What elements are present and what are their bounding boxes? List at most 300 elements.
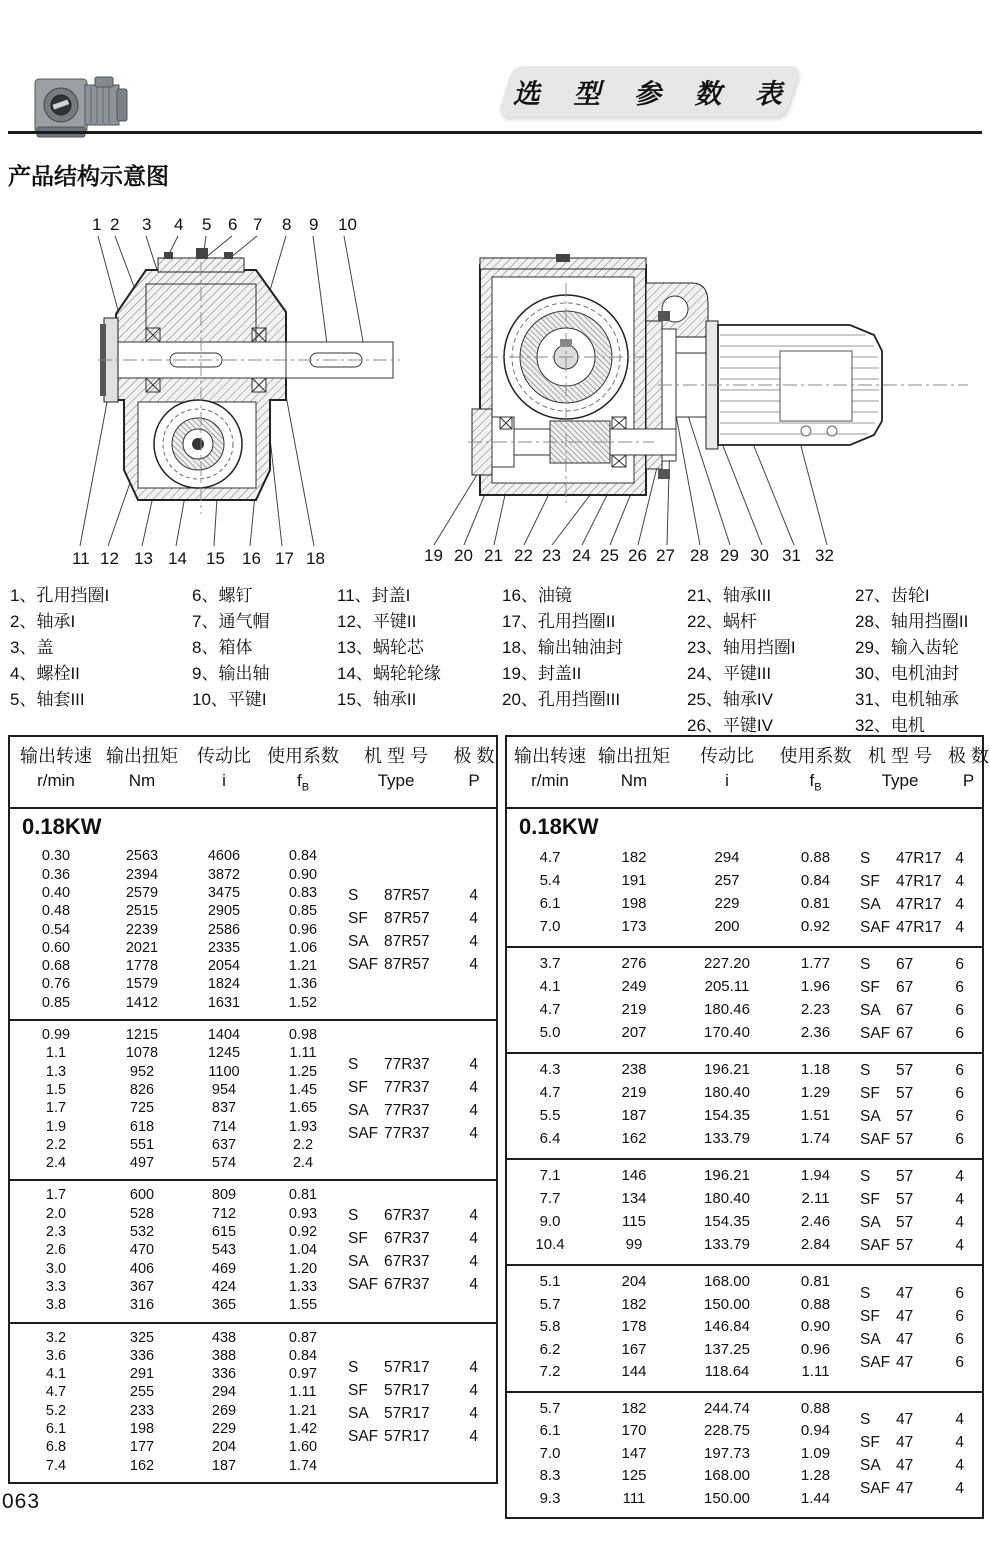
type-code: 57: [896, 1131, 914, 1149]
value-cell: 954: [211, 1081, 237, 1098]
value-cell: 1.60: [288, 1439, 318, 1456]
front-section-diagram: [58, 212, 403, 570]
value-cell: 1778: [125, 958, 159, 975]
col-type-unit: Type: [881, 771, 919, 790]
value-cell: 187: [621, 1107, 647, 1125]
pole-count: 6: [955, 956, 964, 974]
value-cell: 0.85: [41, 994, 71, 1011]
value-cell: 1579: [125, 976, 159, 993]
type-row: [860, 1022, 982, 1045]
type-code: 57: [896, 1214, 914, 1232]
value-cell: 4.1: [45, 1366, 67, 1383]
type-row: [860, 1234, 982, 1257]
callout-number: 2: [110, 215, 120, 234]
value-cell: 406: [129, 1260, 155, 1277]
type-prefix: SA: [860, 896, 881, 914]
type-prefix: SAF: [348, 1125, 379, 1143]
value-cell: 198: [621, 895, 647, 913]
value-cell: 191: [621, 872, 647, 890]
value-cell: 1.11: [289, 1045, 317, 1062]
value-cell: 0.84: [800, 872, 831, 890]
type-prefix: SAF: [860, 1025, 891, 1043]
col-type-label: 机 型 号: [867, 746, 932, 766]
type-row: [860, 916, 982, 939]
value-cell: 154.35: [704, 1107, 750, 1125]
value-cell: 1.28: [800, 1467, 831, 1485]
col-speed-label: 输出转速: [20, 746, 92, 766]
value-cell: 0.85: [288, 903, 318, 920]
type-code: 47R17: [896, 850, 942, 868]
value-cell: 2.4: [292, 1155, 314, 1172]
value-cell: 1631: [207, 994, 241, 1011]
callout-number: 17: [275, 549, 294, 568]
value-cell: 2054: [207, 958, 241, 975]
pole-count: 4: [955, 1411, 964, 1429]
value-cell: 637: [211, 1136, 237, 1153]
value-cell: 0.88: [800, 1399, 831, 1417]
col-factor-unit: $f_B$: [296, 771, 310, 794]
pole-count: 6: [955, 1085, 964, 1103]
legend-item: 9、输出轴: [192, 664, 270, 683]
type-row: [860, 1128, 982, 1151]
value-cell: 187: [211, 1457, 237, 1474]
value-cell: 146: [621, 1167, 647, 1185]
type-prefix: SF: [348, 909, 368, 927]
legend-item: 13、蜗轮芯: [337, 638, 424, 657]
value-cell: 7.0: [539, 1444, 561, 1462]
legend-item: 29、输入齿轮: [855, 638, 959, 657]
legend-item: 31、电机轴承: [855, 690, 959, 709]
ratio-block: [10, 842, 496, 1019]
type-prefix: S: [860, 1168, 871, 1186]
callout-number: 25: [600, 546, 619, 565]
value-cell: 725: [129, 1100, 155, 1117]
value-cell: 137.25: [704, 1340, 750, 1358]
table-header: [10, 737, 496, 809]
value-cell: 3.0: [45, 1260, 67, 1277]
legend-item: 19、封盖II: [502, 664, 582, 683]
value-cell: 952: [129, 1063, 155, 1080]
col-type-unit: Type: [377, 771, 415, 790]
value-cell: 4.3: [539, 1061, 561, 1079]
ratio-block: [507, 946, 982, 1052]
type-prefix: SA: [348, 932, 369, 950]
type-code: 47: [896, 1284, 914, 1302]
col-poles-unit: P: [962, 771, 975, 790]
value-cell: 2563: [125, 848, 159, 865]
value-cell: 180.40: [704, 1190, 750, 1208]
value-cell: 118.64: [704, 1363, 750, 1381]
type-row: [860, 1059, 982, 1082]
value-cell: 276: [621, 955, 647, 973]
value-cell: 0.84: [288, 1347, 318, 1364]
value-cell: 6.2: [539, 1340, 561, 1358]
value-cell: 0.40: [41, 884, 71, 901]
value-cell: 0.68: [41, 958, 71, 975]
value-cell: 2.23: [800, 1001, 831, 1019]
type-prefix: S: [348, 1358, 359, 1376]
value-cell: 528: [129, 1205, 155, 1222]
type-row: [348, 1425, 496, 1448]
pole-count: 4: [469, 1230, 478, 1248]
parts-legend: [10, 583, 985, 739]
pole-count: 6: [955, 1353, 964, 1371]
value-cell: 0.92: [800, 918, 831, 936]
value-cell: 204: [211, 1439, 237, 1456]
type-code: 57R17: [384, 1427, 430, 1445]
pole-count: 4: [469, 1253, 478, 1271]
value-cell: 574: [211, 1155, 237, 1172]
value-cell: 168.00: [704, 1467, 750, 1485]
pole-count: 4: [469, 1404, 478, 1422]
value-cell: 3.2: [45, 1329, 67, 1346]
side-section-diagram: [408, 225, 983, 570]
type-code: 47R17: [896, 919, 942, 937]
col-ratio-unit: i: [222, 771, 226, 790]
callout-number: 1: [92, 215, 102, 234]
value-cell: 0.88: [800, 849, 831, 867]
type-code: 47: [896, 1330, 914, 1348]
value-cell: 5.0: [539, 1024, 561, 1042]
value-cell: 1.29: [800, 1084, 831, 1102]
type-code: 47: [896, 1434, 914, 1452]
legend-column: [10, 583, 192, 739]
value-cell: 3.8: [45, 1297, 67, 1314]
type-code: 57: [896, 1191, 914, 1209]
type-prefix: S: [348, 1207, 359, 1225]
parameter-table-right: [505, 735, 990, 1519]
page-number: 063: [2, 1490, 41, 1513]
value-cell: 837: [211, 1100, 237, 1117]
value-cell: 365: [211, 1297, 237, 1314]
value-cell: 424: [211, 1278, 237, 1295]
value-cell: 325: [129, 1329, 155, 1346]
value-cell: 146.84: [704, 1318, 750, 1336]
value-cell: 9.3: [539, 1489, 561, 1507]
type-row: [348, 1204, 496, 1227]
value-cell: 162: [129, 1457, 155, 1474]
type-row: [348, 907, 496, 930]
value-cell: 115: [622, 1213, 646, 1231]
value-cell: 0.30: [41, 848, 71, 865]
value-rows: [10, 1026, 340, 1172]
value-cell: 1.33: [288, 1278, 318, 1295]
pole-count: 4: [955, 1237, 964, 1255]
value-cell: 125: [621, 1467, 647, 1485]
callout-number: 5: [202, 215, 212, 234]
type-prefix: SAF: [348, 1276, 379, 1294]
col-torque-unit: Nm: [128, 771, 156, 790]
type-prefix: SAF: [860, 1131, 891, 1149]
legend-item: 15、轴承II: [337, 690, 417, 709]
pole-count: 4: [955, 850, 964, 868]
type-prefix: SF: [860, 1191, 880, 1209]
type-row: [860, 976, 982, 999]
value-rows: [507, 1165, 852, 1257]
legend-item: 27、齿轮I: [855, 586, 930, 605]
value-cell: 233: [129, 1402, 155, 1419]
value-rows: [507, 953, 852, 1045]
callout-number: 8: [282, 215, 292, 234]
pole-count: 4: [469, 1381, 478, 1399]
callout-number: 14: [168, 549, 187, 568]
type-row: [860, 1105, 982, 1128]
pole-count: 4: [469, 955, 478, 973]
value-cell: 0.96: [288, 921, 318, 938]
value-rows: [507, 847, 852, 939]
value-cell: 1.74: [288, 1457, 318, 1474]
value-cell: 0.54: [41, 921, 71, 938]
legend-item: 5、轴套III: [10, 690, 85, 709]
value-cell: 5.5: [539, 1107, 561, 1125]
table-body: [507, 842, 982, 1517]
legend-column: [337, 583, 502, 739]
value-cell: 1.11: [801, 1363, 830, 1381]
type-prefix: SF: [860, 1434, 880, 1452]
value-cell: 3.7: [539, 955, 561, 973]
motor-nameplate: [780, 351, 852, 421]
pole-count: 4: [955, 1457, 964, 1475]
value-cell: 1.06: [288, 939, 318, 956]
legend-item: 30、电机油封: [855, 664, 959, 683]
callout-number: 32: [815, 546, 834, 565]
type-code: 47R17: [896, 896, 942, 914]
value-cell: 5.1: [539, 1273, 561, 1291]
header-rule: [8, 131, 982, 134]
value-cell: 182: [621, 1295, 647, 1313]
value-cell: 7.7: [539, 1190, 561, 1208]
pole-count: 4: [469, 1125, 478, 1143]
type-code: 87R57: [384, 932, 430, 950]
legend-column: [855, 583, 968, 739]
value-cell: 5.4: [539, 872, 561, 890]
type-prefix: SA: [860, 1330, 881, 1348]
type-prefix: S: [860, 1411, 871, 1429]
value-cell: 0.87: [288, 1329, 318, 1346]
col-poles-label: 极 数: [948, 746, 990, 766]
value-cell: 0.60: [41, 939, 71, 956]
callout-number: 15: [206, 549, 225, 568]
pole-count: 4: [955, 896, 964, 914]
type-code: 57R17: [384, 1404, 430, 1422]
callout-number: 9: [309, 215, 319, 234]
type-prefix: S: [860, 1284, 871, 1302]
type-row: [860, 893, 982, 916]
value-cell: 438: [211, 1329, 237, 1346]
value-cell: 1.21: [288, 958, 318, 975]
type-list: [852, 1271, 982, 1384]
type-row: [348, 953, 496, 976]
legend-item: 20、孔用挡圈III: [502, 690, 621, 709]
pole-count: 4: [469, 1276, 478, 1294]
legend-item: 26、平键IV: [687, 716, 773, 735]
col-poles-label: 极 数: [453, 746, 495, 766]
type-row: [860, 1454, 982, 1477]
value-cell: 1245: [207, 1045, 241, 1062]
value-cell: 2905: [207, 903, 241, 920]
value-cell: 0.98: [288, 1027, 318, 1044]
type-prefix: SF: [348, 1381, 368, 1399]
callout-number: 19: [424, 546, 443, 565]
value-cell: 196.21: [704, 1167, 750, 1185]
type-list: [852, 1398, 982, 1511]
value-cell: 600: [129, 1187, 155, 1204]
type-prefix: SF: [860, 1307, 880, 1325]
value-rows: [10, 847, 340, 1012]
col-speed-label: 输出转速: [514, 746, 586, 766]
callout-number: 31: [782, 546, 801, 565]
value-cell: 170.40: [704, 1024, 750, 1042]
value-cell: 0.90: [800, 1318, 831, 1336]
type-code: 77R37: [384, 1125, 430, 1143]
value-cell: 1.93: [288, 1118, 318, 1135]
type-row: [860, 1305, 982, 1328]
pole-count: 4: [469, 932, 478, 950]
type-row: [348, 1227, 496, 1250]
legend-item: 17、孔用挡圈II: [502, 612, 616, 631]
col-factor-unit: $f_B$: [809, 771, 822, 794]
pole-count: 4: [469, 909, 478, 927]
value-cell: 150.00: [704, 1295, 750, 1313]
value-cell: 0.84: [288, 848, 318, 865]
type-row: [860, 953, 982, 976]
value-cell: 4.7: [45, 1384, 67, 1401]
ratio-block: [507, 1052, 982, 1158]
legend-item: 7、通气帽: [192, 612, 270, 631]
worm-wheel: [154, 400, 242, 488]
callout-number: 11: [72, 549, 90, 568]
value-cell: 2021: [125, 939, 159, 956]
pole-count: 4: [955, 1214, 964, 1232]
type-prefix: SA: [860, 1108, 881, 1126]
type-list: [340, 1186, 496, 1314]
value-cell: 2586: [207, 921, 241, 938]
value-cell: 618: [129, 1118, 155, 1135]
value-cell: 1412: [125, 994, 159, 1011]
legend-item: 21、轴承III: [687, 586, 772, 605]
value-cell: 0.99: [41, 1027, 71, 1044]
pole-count: 4: [955, 1480, 964, 1498]
value-cell: 1.36: [288, 976, 318, 993]
value-cell: 1.3: [45, 1063, 67, 1080]
value-cell: 2.6: [45, 1242, 67, 1259]
pole-count: 6: [955, 1002, 964, 1020]
col-torque-unit: Nm: [620, 771, 648, 790]
value-cell: 2579: [125, 884, 159, 901]
col-type-label: 机 型 号: [363, 746, 428, 766]
value-cell: 1.04: [288, 1242, 318, 1259]
value-rows: [10, 1329, 340, 1475]
value-cell: 0.76: [41, 976, 71, 993]
value-cell: 1078: [125, 1045, 159, 1062]
value-rows: [507, 1398, 852, 1511]
value-cell: 197.73: [704, 1444, 750, 1462]
value-cell: 196.21: [704, 1061, 750, 1079]
value-cell: 244.74: [704, 1399, 750, 1417]
value-cell: 0.96: [800, 1340, 831, 1358]
type-prefix: S: [860, 956, 871, 974]
value-cell: 2.2: [45, 1136, 67, 1153]
type-prefix: SF: [860, 979, 880, 997]
title-band: [497, 66, 801, 116]
callout-number: 20: [454, 546, 473, 565]
type-row: [348, 1250, 496, 1273]
type-row: [860, 870, 982, 893]
legend-item: 18、输出轴油封: [502, 638, 623, 657]
pole-count: 6: [955, 1108, 964, 1126]
value-cell: 177: [129, 1439, 155, 1456]
value-cell: 6.8: [45, 1439, 67, 1456]
value-cell: 2.36: [800, 1024, 831, 1042]
value-cell: 2335: [207, 939, 241, 956]
legend-item: 16、油镜: [502, 586, 572, 605]
col-torque-label: 输出扭矩: [598, 746, 670, 766]
type-code: 67R37: [384, 1207, 430, 1225]
table-header: [507, 737, 990, 809]
legend-item: 22、蜗杆: [687, 612, 757, 631]
value-cell: 3872: [207, 866, 241, 883]
value-cell: 2.4: [45, 1155, 67, 1172]
callout-number: 12: [100, 549, 119, 568]
value-cell: 0.88: [800, 1295, 831, 1313]
value-cell: 1404: [207, 1027, 241, 1044]
value-cell: 1.44: [800, 1489, 831, 1507]
type-code: 67: [896, 956, 914, 974]
value-cell: 336: [129, 1347, 155, 1364]
col-factor-label: 使用系数: [779, 746, 852, 766]
legend-item: 28、轴用挡圈II: [855, 612, 969, 631]
type-row: [348, 1273, 496, 1296]
type-code: 57R17: [384, 1358, 430, 1376]
value-cell: 4.7: [539, 849, 561, 867]
pole-count: 4: [469, 1079, 478, 1097]
value-cell: 7.2: [539, 1363, 561, 1381]
col-ratio-label: 传动比: [197, 746, 251, 766]
vent-cap: [196, 248, 208, 259]
pole-count: 4: [469, 1358, 478, 1376]
type-row: [860, 1477, 982, 1500]
type-code: 47: [896, 1307, 914, 1325]
callout-number: 13: [134, 549, 153, 568]
value-cell: 5.7: [539, 1295, 561, 1313]
legend-column: [687, 583, 855, 739]
value-cell: 1100: [208, 1063, 240, 1080]
callout-number: 16: [242, 549, 261, 568]
page-title: 选 型 参 数 表: [513, 78, 796, 109]
value-cell: 170: [621, 1422, 647, 1440]
legend-item: 14、蜗轮轮缘: [337, 664, 441, 683]
legend-item: 11、封盖I: [337, 586, 411, 605]
type-list: [852, 1165, 982, 1257]
value-cell: 1.25: [288, 1063, 318, 1080]
value-cell: 1.65: [288, 1100, 318, 1117]
value-cell: 182: [621, 1399, 647, 1417]
type-prefix: S: [860, 850, 871, 868]
type-row: [860, 1188, 982, 1211]
legend-item: 24、平键III: [687, 664, 772, 683]
type-list: [852, 1059, 982, 1151]
type-code: 47: [896, 1457, 914, 1475]
legend-item: 8、箱体: [192, 638, 253, 657]
value-cell: 1.20: [288, 1260, 318, 1277]
legend-column: [502, 583, 687, 739]
value-cell: 291: [129, 1366, 155, 1383]
value-cell: 1824: [207, 976, 241, 993]
value-rows: [507, 1271, 852, 1384]
pole-count: 4: [955, 1191, 964, 1209]
type-row: [348, 1076, 496, 1099]
pole-count: 6: [955, 979, 964, 997]
